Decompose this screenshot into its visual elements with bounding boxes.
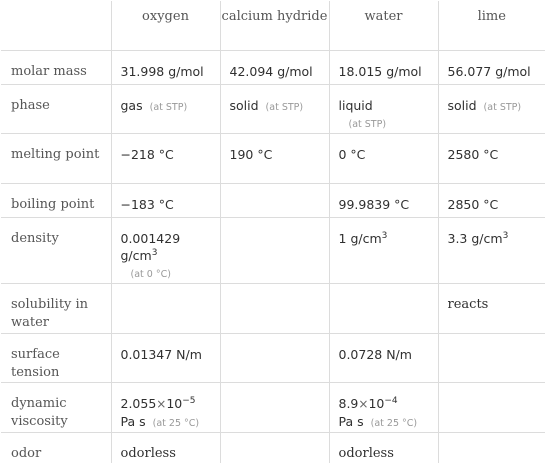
condition-note: (at 25 °C) [152,417,200,429]
viscosity-unit: Pa s [120,413,146,429]
cell-value [438,333,545,382]
cell-value [220,283,329,333]
cell-value [438,432,545,463]
corner-cell [1,1,111,50]
condition-note: (at STP) [483,101,522,113]
viscosity-unit: Pa s [338,413,364,429]
row-label-molar-mass: molar mass [1,50,111,84]
cell-value: 0 °C [329,133,438,183]
cell-value [220,333,329,382]
condition-note: (at STP) [265,101,304,113]
cell-value [111,283,220,333]
row-label-surface-tension: surface tension [1,333,111,382]
cell-value [329,382,438,432]
cell-value: −218 °C [111,133,220,183]
cell-value: 99.9839 °C [329,183,438,217]
phase-value: solid [447,97,477,113]
cell-value: −183 °C [111,183,220,217]
row-label-solubility: solubility in water [1,283,111,333]
cell-value [111,382,220,432]
cell-value [329,84,438,133]
cell-value: 18.015 g/mol [329,50,438,84]
cell-value: 0.01347 N/m [111,333,220,382]
unit-exponent: 3 [151,247,158,258]
cell-value: 42.094 g/mol [220,50,329,84]
properties-table [1,1,545,463]
density-number: 1 [338,230,347,246]
row-label-melting-point: melting point [1,133,111,183]
viscosity-base: 10 [166,395,183,411]
cell-value [220,183,329,217]
table-row [1,50,545,84]
column-header-oxygen: oxygen [111,1,220,50]
density-number: 3.3 [447,230,468,246]
cell-value [220,432,329,463]
row-label-dynamic-viscosity: dynamic viscosity [1,382,111,432]
table-row [1,217,545,283]
density-number: 0.001429 [120,230,181,246]
table-row [1,133,545,183]
times-sign: × [156,396,167,411]
cell-value: 190 °C [220,133,329,183]
phase-value: solid [229,97,259,113]
cell-value: 56.077 g/mol [438,50,545,84]
row-label-boiling-point: boiling point [1,183,111,217]
row-label-odor: odor [1,432,111,463]
viscosity-mantissa: 2.055 [120,395,157,411]
table-row [1,382,545,432]
cell-value: odorless [111,432,220,463]
density-unit: g/cm [120,247,152,263]
times-sign: × [358,396,369,411]
viscosity-exponent: −4 [384,395,398,406]
condition-note: (at STP) [348,118,387,130]
cell-value [111,217,220,283]
cell-value: odorless [329,432,438,463]
cell-value [329,283,438,333]
header-row [1,1,545,50]
cell-value: 31.998 g/mol [111,50,220,84]
phase-value: liquid [338,97,373,113]
condition-note: (at STP) [149,101,188,113]
table-row [1,333,545,382]
row-label-phase: phase [1,84,111,133]
cell-value [220,217,329,283]
cell-value: 2580 °C [438,133,545,183]
table-row [1,84,545,133]
density-unit: g/cm [350,230,382,246]
viscosity-exponent: −5 [182,395,196,406]
condition-note: (at 25 °C) [370,417,418,429]
viscosity-mantissa: 8.9 [338,395,359,411]
unit-exponent: 3 [381,230,388,241]
viscosity-base: 10 [368,395,385,411]
table-row [1,183,545,217]
condition-note: (at 0 °C) [130,268,171,280]
column-header-lime: lime [438,1,545,50]
cell-value: 0.0728 N/m [329,333,438,382]
cell-value: reacts [438,283,545,333]
table-row [1,432,545,463]
cell-value: 2850 °C [438,183,545,217]
cell-value [438,217,545,283]
phase-value: gas [120,97,143,113]
column-header-water: water [329,1,438,50]
cell-value [438,382,545,432]
cell-value [220,382,329,432]
cell-value [111,84,220,133]
density-unit: g/cm [471,230,503,246]
cell-value [438,84,545,133]
row-label-density: density [1,217,111,283]
column-header-calcium-hydride: calcium hydride [220,1,329,50]
cell-value [329,217,438,283]
unit-exponent: 3 [502,230,509,241]
cell-value [220,84,329,133]
table-row [1,283,545,333]
